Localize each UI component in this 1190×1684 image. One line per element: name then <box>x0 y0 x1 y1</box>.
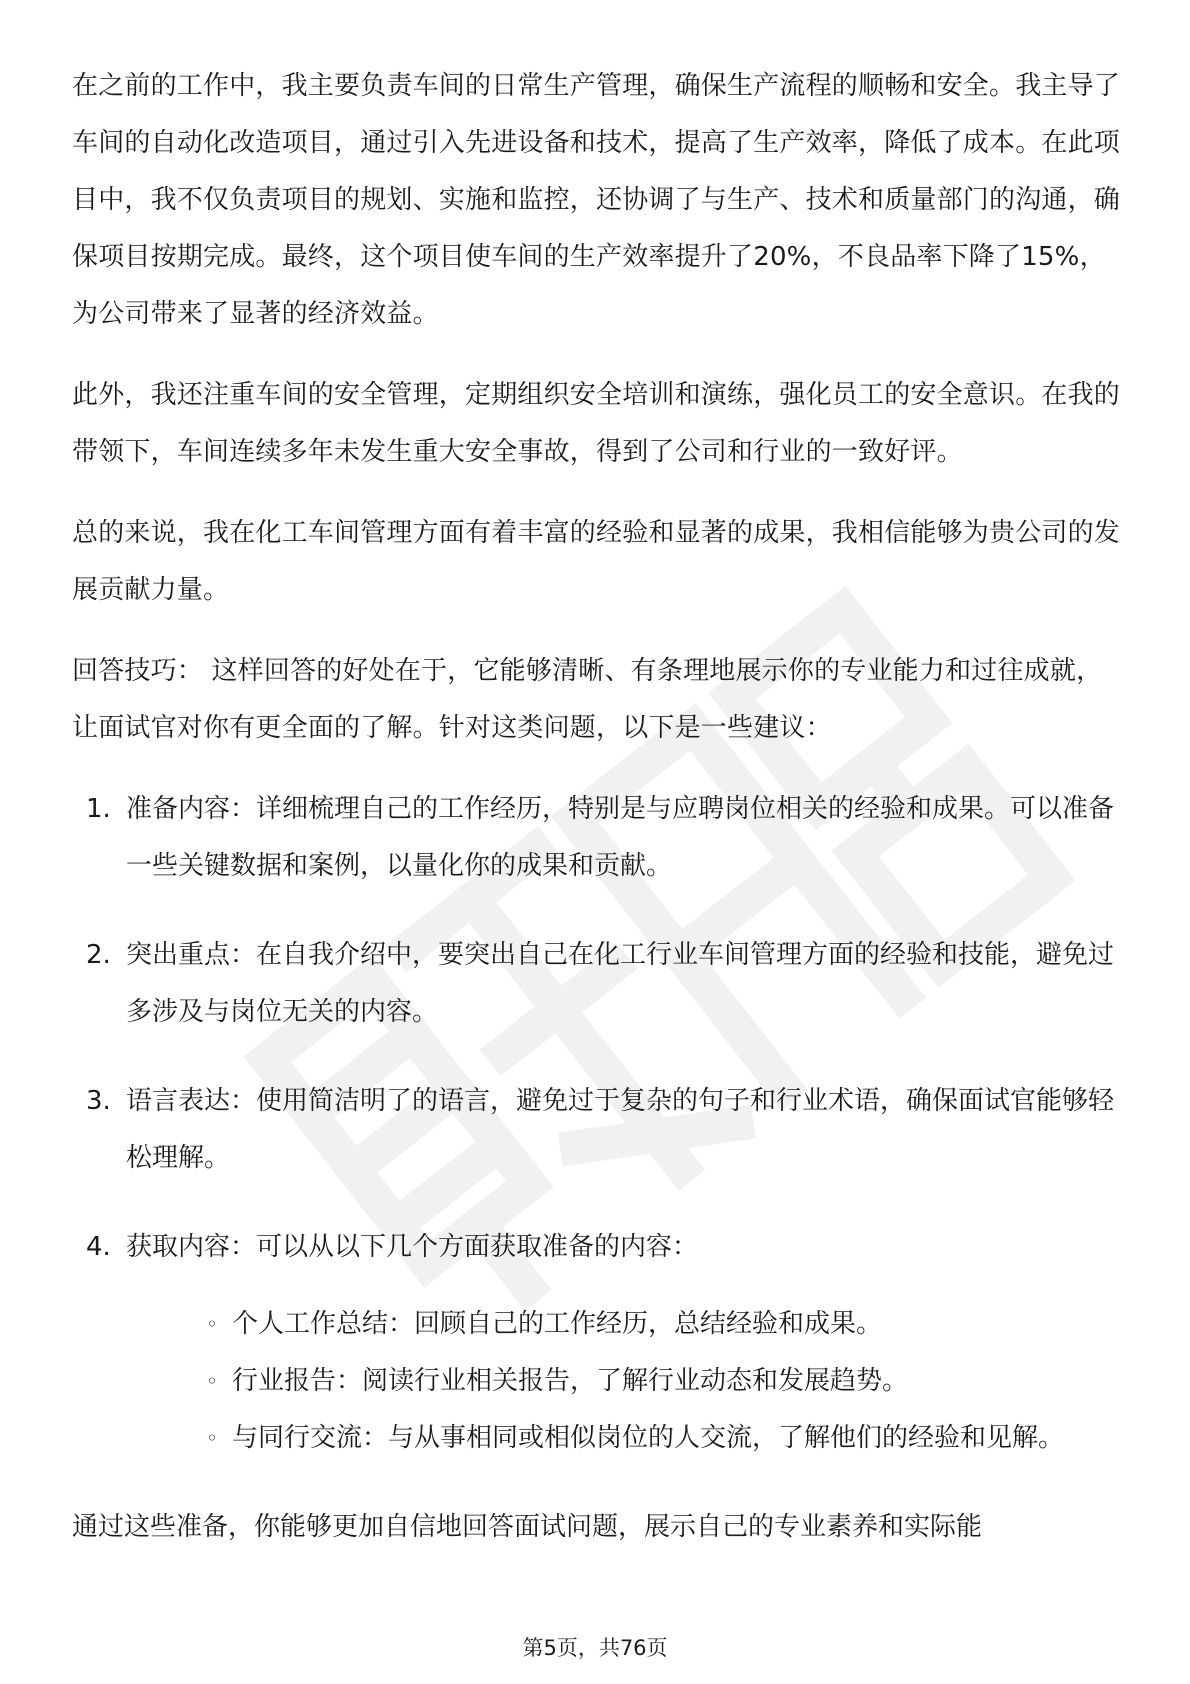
paragraph-summary: 总的来说，我在化工车间管理方面有着丰富的经验和显著的成果，我相信能够为贵公司的发展贡献力量。 <box>72 518 1121 605</box>
bullet-icon: ◦ <box>206 1426 218 1450</box>
bullet-icon: ◦ <box>206 1369 218 1393</box>
paragraph-experience: 在之前的工作中，我主要负责车间的日常生产管理，确保生产流程的顺畅和安全。我主导了车间的自动化改造项目，通过引入先进设备和技术，提高了生产效率，降低了成本。在此项目中，我不仅负责项目的规划、实施和监控，还协调了与生产、技术和质量部门的沟通，确保项目按期完成。最终，这个项目使车间的生产效率提升了20%，不良品率下降了15%，为公司带来了显著的经济效益。 <box>72 71 1121 329</box>
tip-text: 准备内容：详细梳理自己的工作经历，特别是与应聘岗位相关的经验和成果。可以准备一些关键数据和案例，以量化你的成果和贡献。 <box>126 794 1115 881</box>
page-footer: 第5页，共76页 <box>522 1636 668 1660</box>
paragraph-safety: 此外，我还注重车间的安全管理，定期组织安全培训和演练，强化员工的安全意识。在我的带领下，车间连续多年未发生重大安全事故，得到了公司和行业的一致好评。 <box>72 380 1121 467</box>
tips-list <box>72 781 1122 1467</box>
tip-item <box>72 1073 1122 1187</box>
sources-list <box>126 1296 1122 1467</box>
tip-number: 2. <box>86 940 111 970</box>
source-item <box>126 1296 1122 1353</box>
tip-number: 3. <box>86 1086 111 1116</box>
tip-item <box>72 781 1122 895</box>
tip-text: 获取内容：可以从以下几个方面获取准备的内容： <box>126 1232 699 1262</box>
bullet-icon: ◦ <box>206 1312 218 1336</box>
tip-number: 4. <box>86 1232 111 1262</box>
document-body <box>72 58 1122 1582</box>
source-text: 与同行交流：与从事相同或相似岗位的人交流，了解他们的经验和见解。 <box>232 1423 1065 1453</box>
source-item <box>126 1353 1122 1410</box>
paragraph-closing: 通过这些准备，你能够更加自信地回答面试问题，展示自己的专业素养和实际能 <box>72 1512 983 1542</box>
source-item <box>126 1410 1122 1467</box>
tip-text: 突出重点：在自我介绍中，要突出自己在化工行业车间管理方面的经验和技能，避免过多涉及与岗位无关的内容。 <box>126 940 1115 1027</box>
tip-number: 1. <box>86 794 111 824</box>
tip-item <box>72 927 1122 1041</box>
source-text: 行业报告：阅读行业相关报告，了解行业动态和发展趋势。 <box>232 1366 909 1396</box>
tip-item <box>72 1219 1122 1467</box>
tip-text: 语言表达：使用简洁明了的语言，避免过于复杂的句子和行业术语，确保面试官能够轻松理解。 <box>126 1086 1115 1173</box>
source-text: 个人工作总结：回顾自己的工作经历，总结经验和成果。 <box>232 1309 883 1339</box>
paragraph-answer-tips: 回答技巧： 这样回答的好处在于，它能够清晰、有条理地展示你的专业能力和过往成就，让面试官对你有更全面的了解。针对这类问题，以下是一些建议： <box>72 656 1103 743</box>
